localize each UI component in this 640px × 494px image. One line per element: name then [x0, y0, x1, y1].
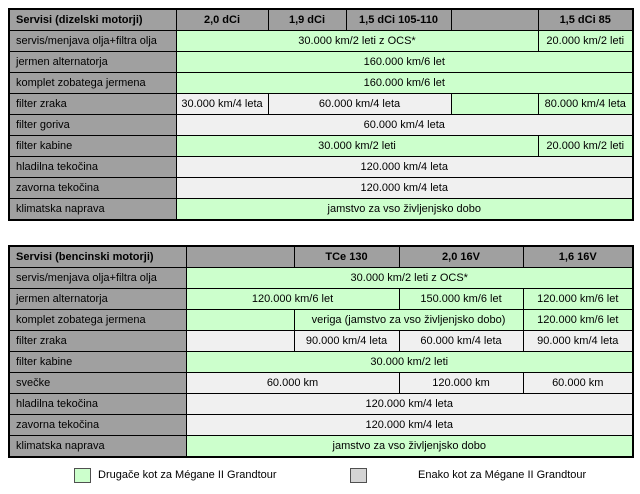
table-row	[9, 52, 633, 73]
value-cell	[186, 310, 294, 331]
column-header	[451, 9, 538, 31]
table-row	[9, 199, 633, 221]
value-cell: 30.000 km/2 leti z OCS*	[176, 31, 538, 52]
value-cell: 120.000 km/4 leta	[186, 415, 633, 436]
value-cell	[186, 331, 294, 352]
row-label: filter kabine	[9, 352, 186, 373]
table-row	[9, 268, 633, 289]
table-row	[9, 157, 633, 178]
row-label: zavorna tekočina	[9, 415, 186, 436]
value-cell: 120.000 km/4 leta	[176, 157, 633, 178]
value-cell: 80.000 km/4 leta	[538, 94, 633, 115]
row-label: hladilna tekočina	[9, 157, 176, 178]
value-cell: 90.000 km/4 leta	[294, 331, 399, 352]
value-cell: 60.000 km	[523, 373, 633, 394]
value-cell: jamstvo za vso življenjsko dobo	[176, 199, 633, 221]
table-row	[9, 31, 633, 52]
column-header: 1,6 16V	[523, 246, 633, 268]
row-label: filter zraka	[9, 94, 176, 115]
petrol-service-table	[8, 245, 634, 458]
legend	[0, 466, 640, 486]
table-row	[9, 136, 633, 157]
table-title: Servisi (bencinski motorji)	[9, 246, 186, 268]
table-row	[9, 352, 633, 373]
table-row	[9, 73, 633, 94]
value-cell: 120.000 km/6 let	[523, 289, 633, 310]
legend-different-label: Drugače kot za Mégane II Grandtour	[98, 469, 277, 481]
table-row	[9, 373, 633, 394]
table-row	[9, 178, 633, 199]
table-row	[9, 289, 633, 310]
table-row	[9, 331, 633, 352]
value-cell: 30.000 km/2 leti	[176, 136, 538, 157]
value-cell: 120.000 km/4 leta	[176, 178, 633, 199]
value-cell: 20.000 km/2 leti	[538, 136, 633, 157]
row-label: filter zraka	[9, 331, 186, 352]
value-cell	[451, 94, 538, 115]
value-cell: 160.000 km/6 let	[176, 52, 633, 73]
row-label: jermen alternatorja	[9, 289, 186, 310]
value-cell: 120.000 km/6 let	[523, 310, 633, 331]
legend-same-label: Enako kot za Mégane II Grandtour	[418, 469, 587, 481]
value-cell: 120.000 km	[399, 373, 523, 394]
diesel-service-table	[8, 8, 634, 221]
row-label: servis/menjava olja+filtra olja	[9, 31, 176, 52]
row-label: zavorna tekočina	[9, 178, 176, 199]
row-label: klimatska naprava	[9, 199, 176, 221]
header-row	[9, 9, 633, 31]
row-label: filter goriva	[9, 115, 176, 136]
table-title: Servisi (dizelski motorji)	[9, 9, 176, 31]
table-row	[9, 310, 633, 331]
legend-same-swatch	[350, 468, 367, 483]
column-header: TCe 130	[294, 246, 399, 268]
value-cell: 60.000 km/4 leta	[399, 331, 523, 352]
value-cell: 30.000 km/4 leta	[176, 94, 268, 115]
value-cell: 160.000 km/6 let	[176, 73, 633, 94]
value-cell: 30.000 km/2 leti z OCS*	[186, 268, 633, 289]
row-label: jermen alternatorja	[9, 52, 176, 73]
table-row	[9, 94, 633, 115]
row-label: klimatska naprava	[9, 436, 186, 458]
row-label: servis/menjava olja+filtra olja	[9, 268, 186, 289]
table-row	[9, 394, 633, 415]
legend-different-swatch	[74, 468, 91, 483]
value-cell: veriga (jamstvo za vso življenjsko dobo)	[294, 310, 523, 331]
row-label: hladilna tekočina	[9, 394, 186, 415]
header-row	[9, 246, 633, 268]
value-cell: 20.000 km/2 leti	[538, 31, 633, 52]
value-cell: 120.000 km/6 let	[186, 289, 399, 310]
row-label: filter kabine	[9, 136, 176, 157]
table-row	[9, 436, 633, 458]
row-label: svečke	[9, 373, 186, 394]
table-row	[9, 415, 633, 436]
table-row	[9, 115, 633, 136]
value-cell: 60.000 km/4 leta	[176, 115, 633, 136]
value-cell: 150.000 km/6 let	[399, 289, 523, 310]
column-header: 1,9 dCi	[268, 9, 346, 31]
value-cell: 60.000 km/4 leta	[268, 94, 451, 115]
column-header	[186, 246, 294, 268]
column-header: 1,5 dCi 105-110	[346, 9, 451, 31]
value-cell: 120.000 km/4 leta	[186, 394, 633, 415]
column-header: 2,0 dCi	[176, 9, 268, 31]
column-header: 1,5 dCi 85	[538, 9, 633, 31]
value-cell: 30.000 km/2 leti	[186, 352, 633, 373]
value-cell: 60.000 km	[186, 373, 399, 394]
value-cell: 90.000 km/4 leta	[523, 331, 633, 352]
column-header: 2,0 16V	[399, 246, 523, 268]
row-label: komplet zobatega jermena	[9, 73, 176, 94]
value-cell: jamstvo za vso življenjsko dobo	[186, 436, 633, 458]
row-label: komplet zobatega jermena	[9, 310, 186, 331]
